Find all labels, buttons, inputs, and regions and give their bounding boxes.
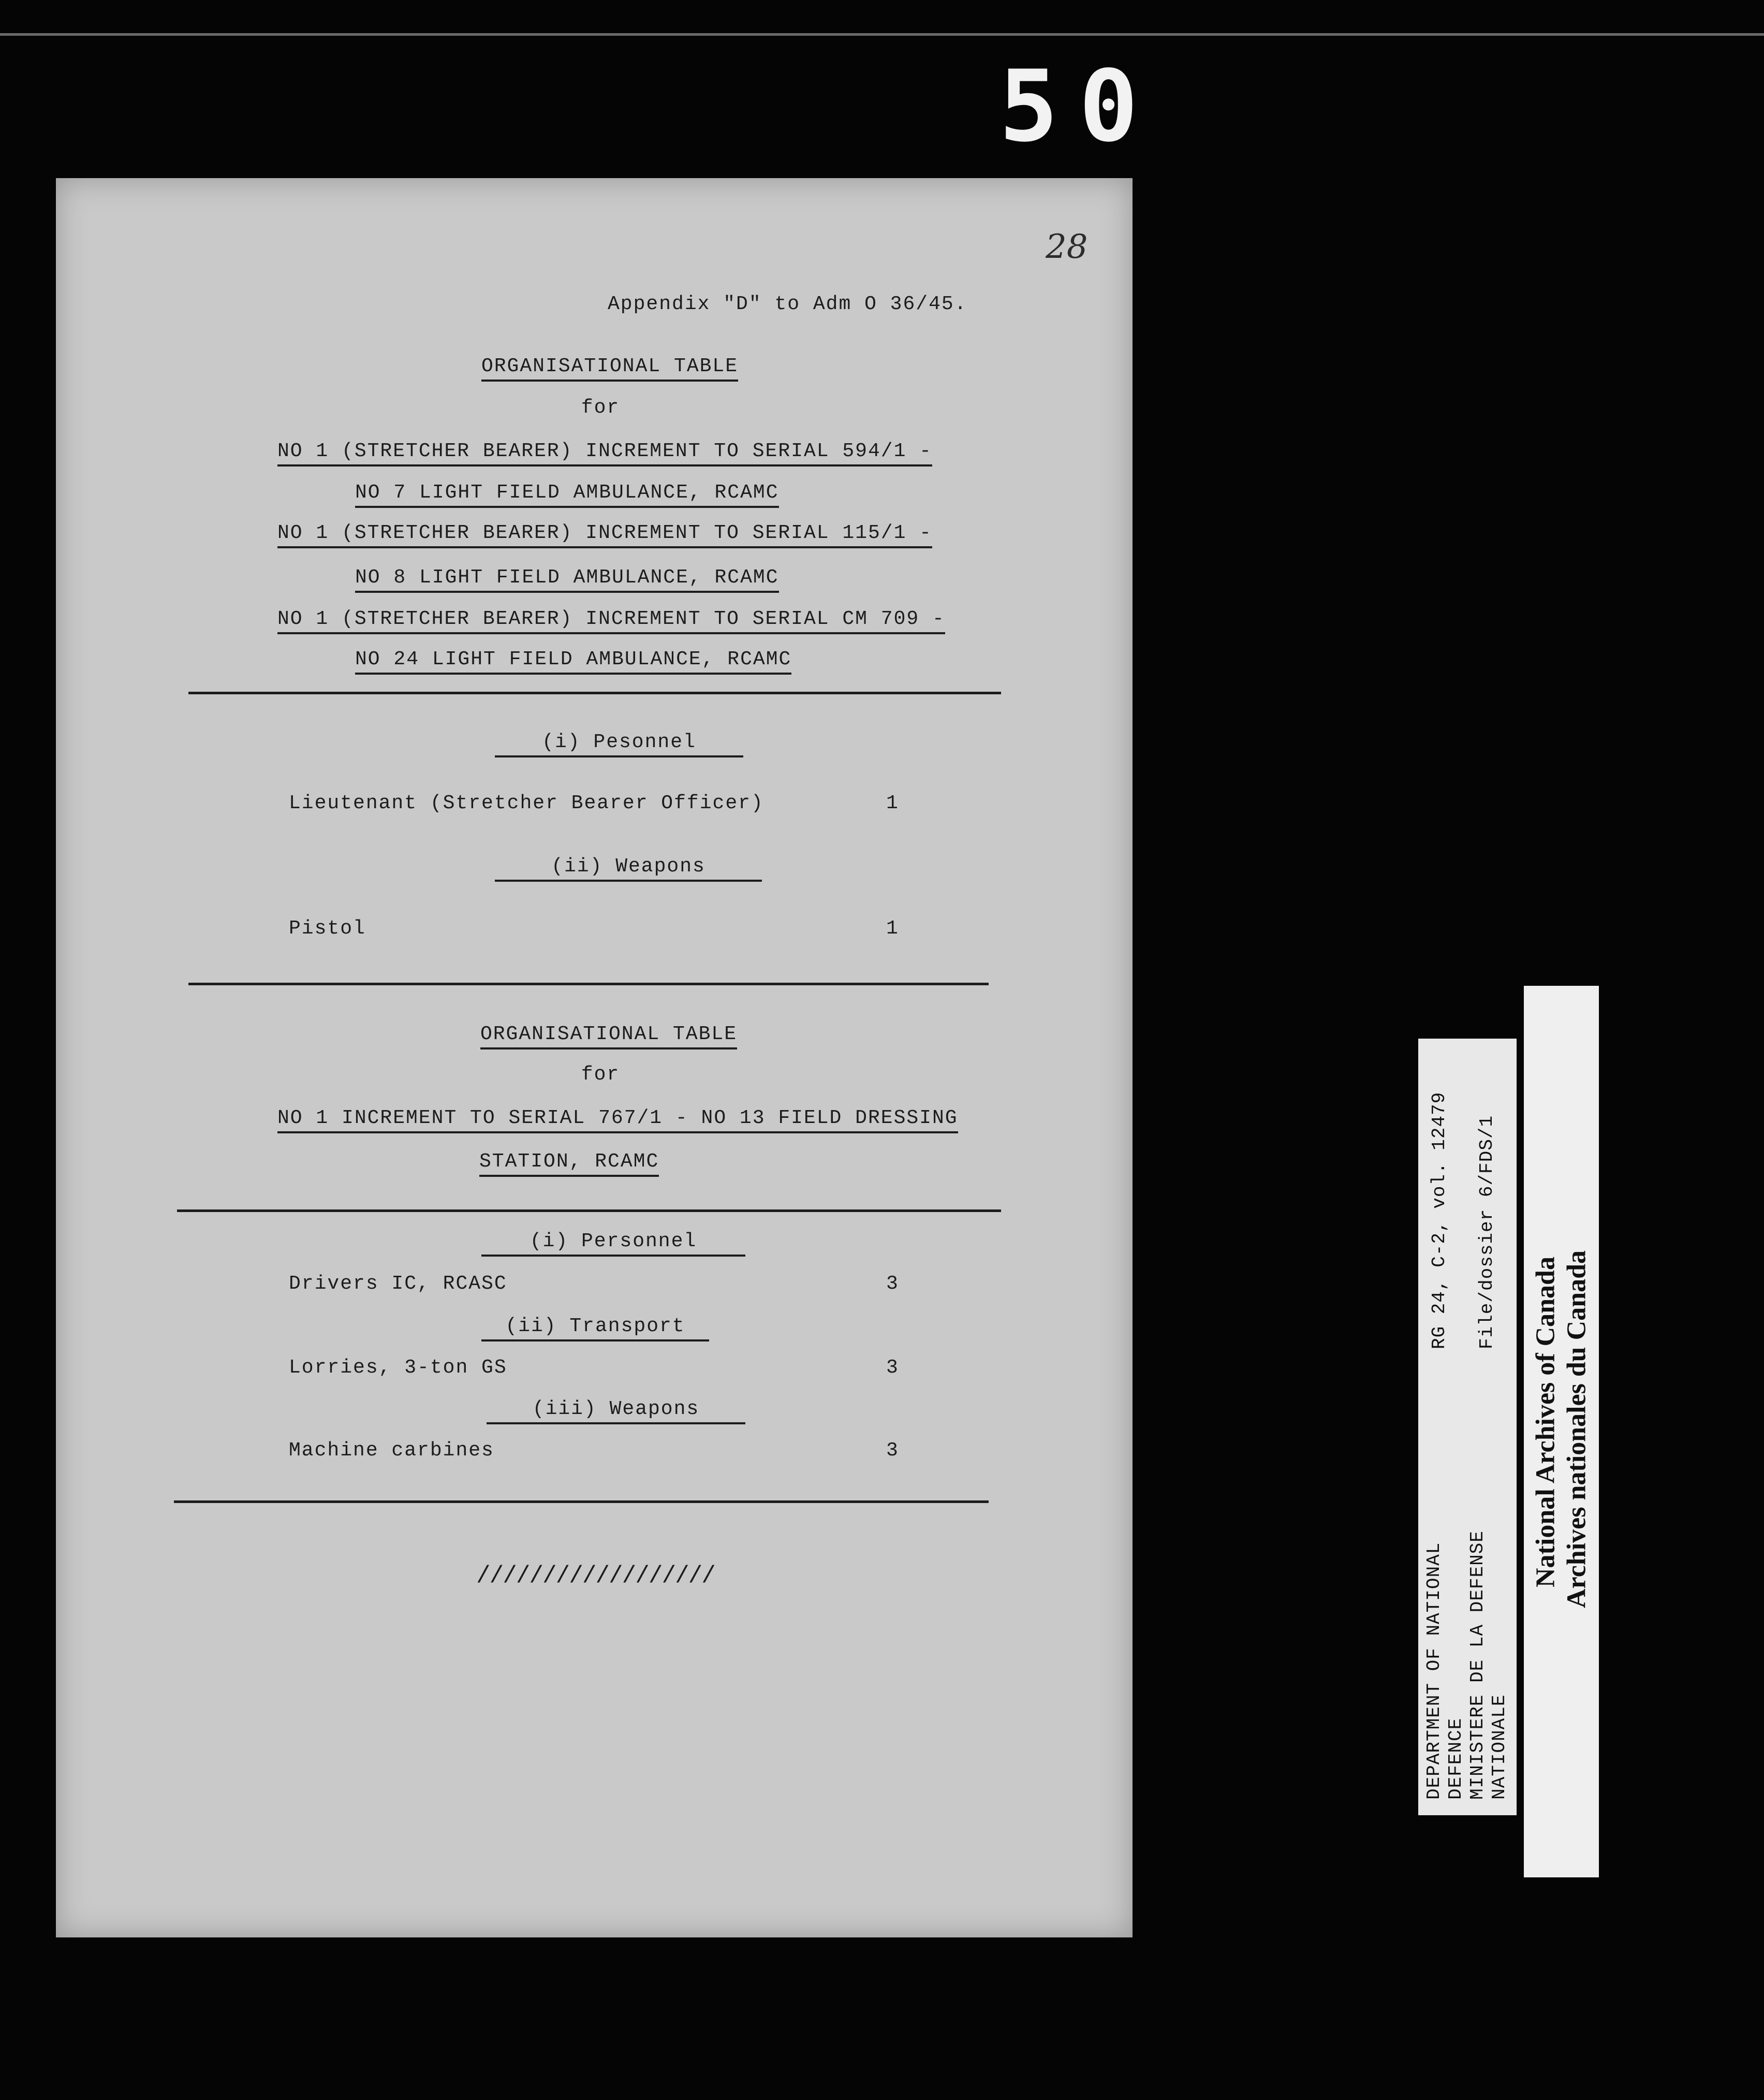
table2-section-transport: (ii) Transport (481, 1315, 709, 1341)
table2-section-weapons: (iii) Weapons (487, 1398, 745, 1424)
table2-title-row (0, 1023, 1217, 1045)
table2-section-personnel: (i) Personnel (481, 1230, 745, 1257)
end-mark: ////////////////// (476, 1563, 715, 1589)
divider-rule (174, 1500, 989, 1503)
item-label: Drivers IC, RCASC (289, 1273, 507, 1295)
stamp-dept-line-2: DEFENCE (1445, 1717, 1466, 1800)
item-label: Lorries, 3-ton GS (289, 1357, 507, 1379)
table1-line-6: NO 24 LIGHT FIELD AMBULANCE, RCAMC (355, 648, 791, 675)
table1-line-5: NO 1 (STRETCHER BEARER) INCREMENT TO SERIAL CM 709 - (277, 608, 945, 634)
archives-label (1524, 986, 1599, 1877)
archival-stamp (1418, 1039, 1517, 1815)
table1-title-row (0, 355, 1219, 377)
stamp-dept-line-1: DEPARTMENT OF NATIONAL (1423, 1542, 1445, 1800)
table1-section-weapons: (ii) Weapons (495, 855, 762, 882)
stamp-dept-line-3: MINISTERE DE LA DEFENSE (1467, 1530, 1488, 1800)
table2-line-1: NO 1 INCREMENT TO SERIAL 767/1 - NO 13 FIELD DRESSING (277, 1107, 958, 1133)
archival-stamp-text (1418, 1039, 1517, 1815)
item-quantity: 3 (886, 1357, 898, 1379)
item-label: Machine carbines (289, 1439, 494, 1462)
item-label: Pistol (289, 917, 366, 940)
table1-line-3: NO 1 (STRETCHER BEARER) INCREMENT TO SERIAL 115/1 - (277, 522, 932, 548)
stamp-file: File/dossier 6/FDS/1 (1476, 1115, 1497, 1349)
handwritten-page-number: 28 (1046, 228, 1088, 266)
divider-rule (188, 983, 989, 985)
item-quantity: 1 (886, 792, 898, 814)
stamp-volume: RG 24, C-2, vol. 12479 (1429, 1091, 1450, 1349)
stamp-dept-line-4: NATIONALE (1489, 1694, 1510, 1800)
table1-line-1: NO 1 (STRETCHER BEARER) INCREMENT TO SERIAL 594/1 - (277, 440, 932, 466)
table1-line-2: NO 7 LIGHT FIELD AMBULANCE, RCAMC (355, 482, 779, 508)
table1-title: ORGANISATIONAL TABLE (481, 355, 738, 382)
table1-line-4: NO 8 LIGHT FIELD AMBULANCE, RCAMC (355, 566, 779, 593)
table2-line-2: STATION, RCAMC (479, 1150, 659, 1177)
frame-number: 50 (999, 61, 1170, 152)
item-quantity: 3 (886, 1439, 898, 1462)
item-quantity: 1 (886, 917, 898, 940)
archives-label-english: National Archives of Canada (1531, 1257, 1560, 1587)
divider-rule (177, 1209, 1001, 1212)
appendix-reference: Appendix "D" to Adm O 36/45. (608, 293, 967, 315)
table1-section-personnel: (i) Pesonnel (495, 731, 743, 757)
table1-for: for (581, 397, 620, 419)
archives-label-text (1524, 986, 1599, 1877)
archives-label-french: Archives nationales du Canada (1562, 1250, 1591, 1608)
item-label: Lieutenant (Stretcher Bearer Officer) (289, 792, 764, 814)
item-quantity: 3 (886, 1273, 898, 1295)
table2-title: ORGANISATIONAL TABLE (480, 1023, 737, 1049)
divider-rule (188, 692, 1001, 694)
table2-for: for (581, 1063, 620, 1086)
microfilm-top-rule (0, 33, 1764, 36)
